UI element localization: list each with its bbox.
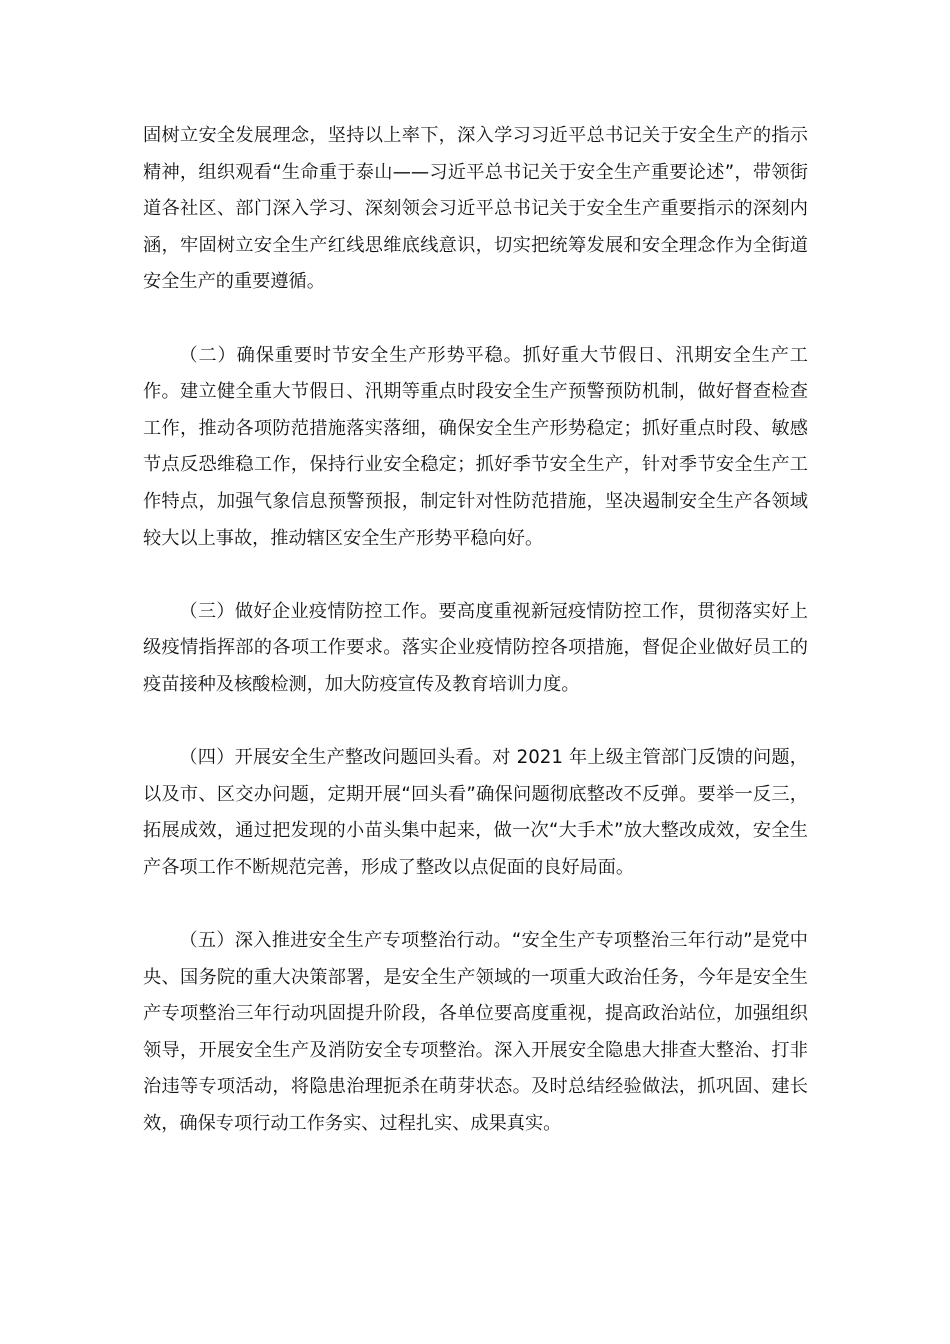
paragraph-section-3: （三）做好企业疫情防控工作。要高度重视新冠疫情防控工作，贯彻落实好上级疫情指挥部的各项工作要求。落实企业疫情防控各项措施，督促企业做好员工的疫苗接种及核酸检测，加大防疫宣传及教育培训力度。 — [143, 600, 808, 695]
paragraph-section-4: （四）开展安全生产整改问题回头看。对 2021 年上级主管部门反馈的问题，以及市、区交办问题，定期开展“回头看”确保问题彻底整改不反弹。要举一反三，拓展成效，通过把发现的小苗头集中起来，做一次“大手术”放大整改成效，安全生产各项工作不断规范完善，形成了整改以点促面的良好局面。 — [143, 747, 808, 878]
paragraph-spacer — [143, 886, 808, 923]
document-page — [143, 118, 808, 1143]
paragraph-intro-continued: 固树立安全发展理念，坚持以上率下，深入学习习近平总书记关于安全生产的指示精神，组织观看“生命重于泰山——习近平总书记关于安全生产重要论述”，带领街道各社区、部门深入学习、深刻领会习近平总书记关于安全生产重要指示的深刻内涵，牢固树立安全生产红线思维底线意识，切实把统筹发展和安全理念作为全街道安全生产的重要遵循。 — [143, 125, 808, 293]
paragraph-spacer — [143, 301, 808, 338]
paragraph-section-2: （二）确保重要时节安全生产形势平稳。抓好重大节假日、汛期安全生产工作。建立健全重大节假日、汛期等重点时段安全生产预警预防机制，做好督查检查工作，推动各项防范措施落实落细，确保安全生产形势稳定；抓好重点时段、敏感节点反恐维稳工作，保持行业安全稳定；抓好季节安全生产，针对季节安全生产工作特点，加强气象信息预警预报，制定针对性防范措施，坚决遏制安全生产各领域较大以上事故，推动辖区安全生产形势平稳向好。 — [143, 344, 808, 549]
paragraph-section-5: （五）深入推进安全生产专项整治行动。“安全生产专项整治三年行动”是党中央、国务院的重大决策部署，是安全生产领域的一项重大政治任务，今年是安全生产专项整治三年行动巩固提升阶段，各单位要高度重视，提高政治站位，加强组织领导，开展安全生产及消防安全专项整治。深入开展安全隐患大排查大整治、打非治违等专项活动，将隐患治理扼杀在萌芽状态。及时总结经验做法，抓巩固、建长效，确保专项行动工作务实、过程扎实、成果真实。 — [143, 930, 808, 1135]
paragraph-spacer — [143, 557, 808, 594]
paragraph-spacer — [143, 704, 808, 741]
